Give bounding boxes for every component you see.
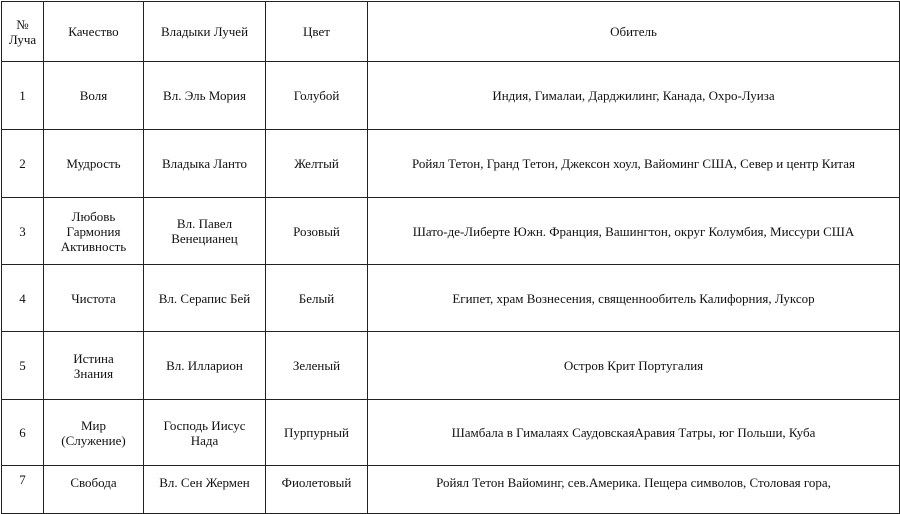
table-header-row [2,2,900,62]
ray-quality: Мудрость [44,130,144,198]
table-row [2,332,900,400]
ray-master: Вл. Павел Венецианец [144,198,266,265]
ray-number: 2 [2,130,44,198]
ray-master: Вл. Сен Жермен [144,466,266,514]
rays-table [1,1,900,514]
ray-quality: Чистота [44,265,144,332]
ray-color: Фиолетовый [266,466,368,514]
ray-color: Зеленый [266,332,368,400]
table-row [2,130,900,198]
header-quality: Качество [44,2,144,62]
ray-abode: Ройял Тетон, Гранд Тетон, Джексон хоул, Вайоминг США, Север и центр Китая [368,130,900,198]
ray-master: Вл. Серапис Бей [144,265,266,332]
ray-number: 5 [2,332,44,400]
ray-color: Розовый [266,198,368,265]
ray-abode: Египет, храм Вознесения, священнообитель Калифорния, Луксор [368,265,900,332]
ray-color: Белый [266,265,368,332]
ray-master: Вл. Илларион [144,332,266,400]
ray-master: Владыка Ланто [144,130,266,198]
ray-abode: Шамбала в Гималаях СаудовскаяАравия Татры, юг Польши, Куба [368,400,900,466]
table-row [2,400,900,466]
ray-number: 3 [2,198,44,265]
ray-quality: Истина Знания [44,332,144,400]
table-row [2,265,900,332]
table-row [2,198,900,265]
ray-abode: Шато-де-Либерте Южн. Франция, Вашингтон, округ Колумбия, Миссури США [368,198,900,265]
ray-master: Господь Иисус Нада [144,400,266,466]
ray-master: Вл. Эль Мория [144,62,266,130]
ray-abode: Индия, Гималаи, Дарджилинг, Канада, Охро-Луиза [368,62,900,130]
ray-quality: Любовь Гармония Активность [44,198,144,265]
ray-quality: Свобода [44,466,144,514]
ray-abode: Ройял Тетон Вайоминг, сев.Америка. Пещера символов, Столовая гора, [368,466,900,514]
ray-abode: Остров Крит Португалия [368,332,900,400]
table-row [2,62,900,130]
ray-color: Желтый [266,130,368,198]
ray-quality: Мир (Служение) [44,400,144,466]
ray-color: Пурпурный [266,400,368,466]
ray-number: 7 [2,466,44,514]
ray-color: Голубой [266,62,368,130]
ray-quality: Воля [44,62,144,130]
ray-number: 4 [2,265,44,332]
ray-number: 6 [2,400,44,466]
table-row [2,466,900,514]
ray-number: 1 [2,62,44,130]
header-abode: Обитель [368,2,900,62]
header-ray-number: № Луча [2,2,44,62]
header-masters: Владыки Лучей [144,2,266,62]
header-color: Цвет [266,2,368,62]
